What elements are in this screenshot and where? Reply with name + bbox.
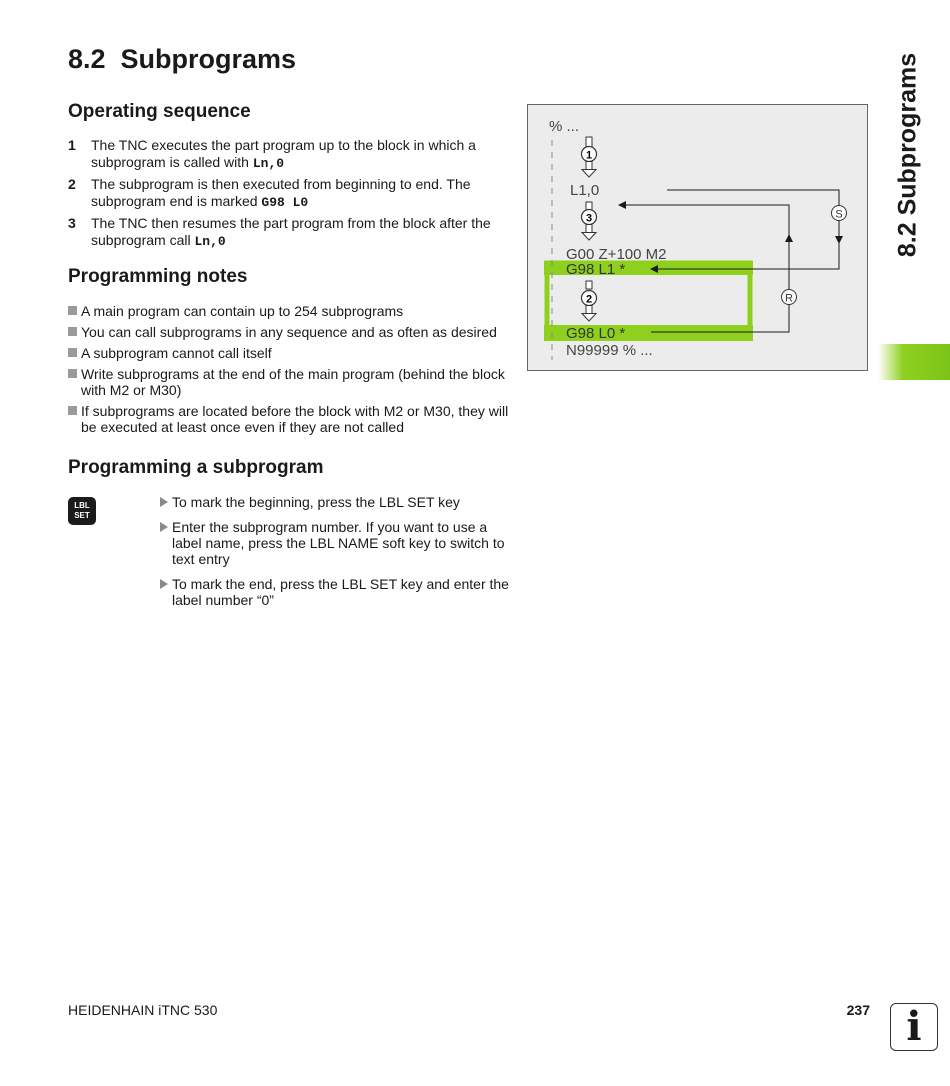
arrow-right-icon [160,579,168,589]
list-item [68,303,513,319]
note-text: A subprogram cannot call itself [81,345,272,361]
line-start-text: % ... [549,118,580,135]
page-title: 8.2 Subprograms [68,44,297,74]
footer-manual-name: HEIDENHAIN iTNC 530 [68,1002,218,1018]
step-3-number: 3 [585,212,593,225]
last-block-text: N99999 % ... [566,342,653,359]
operating-sequence-heading: Operating sequence [68,101,251,122]
operating-sequence-list [68,137,513,254]
list-item [68,345,513,361]
note-text: A main program can contain up to 254 subprograms [81,303,404,319]
bullet-square-icon [68,406,77,415]
programming-notes-list [68,303,513,440]
key-label-line2: SET [74,511,90,520]
list-item [159,494,514,510]
list-item [68,324,513,340]
call-block-text: L1,0 [570,182,600,199]
subprogram-flow-diagram [527,104,869,372]
programming-notes-heading: Programming notes [68,266,248,287]
programming-steps-list [159,494,514,617]
jump-label: S [835,208,843,221]
step-text: To mark the end, press the LBL SET key and enter the label number “0” [172,576,509,608]
step-1-number: 1 [585,149,593,162]
item-text: The subprogram is then executed from beginning to end. The subprogram end is marked [91,176,471,209]
label-end-block-text: G98 L0 * [566,325,626,342]
bullet-square-icon [68,348,77,357]
bullet-square-icon [68,327,77,336]
note-text: Write subprograms at the end of the main program (behind the block with M2 or M30) [81,366,505,398]
label-block-text: G98 L1 * [566,261,626,278]
item-text: The TNC then resumes the part program from the block after the subprogram call [91,215,491,248]
bullet-square-icon [68,306,77,315]
list-item [159,519,514,567]
item-number: 3 [68,215,76,231]
programming-subprogram-heading: Programming a subprogram [68,457,324,478]
step-text: To mark the beginning, press the LBL SET key [172,494,460,510]
item-text: The TNC executes the part program up to the block in which a subprogram is called with [91,137,476,170]
list-item [159,576,514,608]
item-code: Ln,0 [194,234,226,249]
list-item [68,215,513,250]
list-item [68,137,513,172]
list-item [68,176,513,211]
info-icon: i [890,1003,938,1051]
item-code: G98 L0 [261,195,309,210]
chapter-tab-marker [878,344,950,380]
side-title-text: 8.2 Subprograms [893,52,922,258]
arrow-right-icon [160,497,168,507]
note-text: If subprograms are located before the block with M2 or M30, they will be executed at least once even if they are not called [81,403,509,435]
list-item [68,403,513,435]
bullet-square-icon [68,369,77,378]
step-2-number: 2 [585,293,593,306]
list-item [68,366,513,398]
key-label-line1: LBL [74,501,90,510]
note-text: You can call subprograms in any sequence and as often as desired [81,324,497,340]
end-block-text: G00 Z+100 M2 [566,246,667,263]
step-text: Enter the subprogram number. If you want to use a label name, press the LBL NAME soft key to switch to text entry [172,519,505,567]
page-number: 237 [846,1002,870,1018]
lbl-set-key-icon [68,497,96,525]
arrow-right-icon [160,522,168,532]
item-number: 2 [68,176,76,192]
side-chapter-title [878,40,938,270]
item-code: Ln,0 [252,156,285,171]
return-label: R [785,292,793,305]
item-number: 1 [68,137,76,153]
